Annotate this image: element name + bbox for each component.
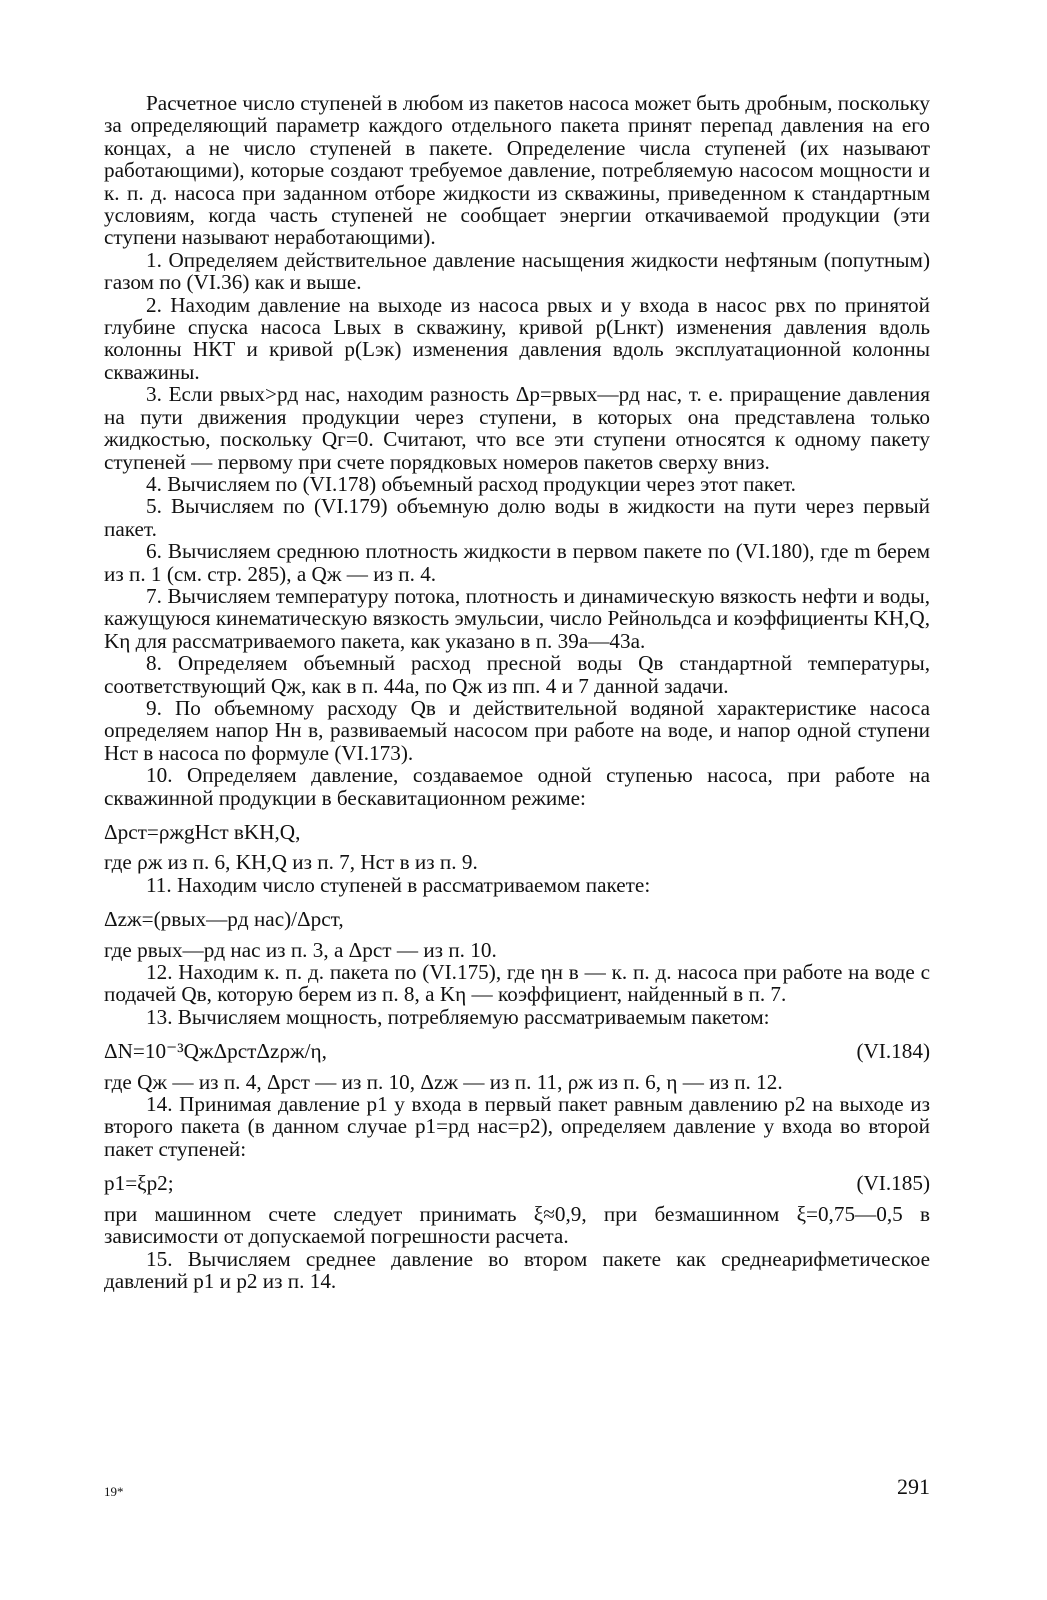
page-number: 291 [897,1474,930,1499]
formula-power-row [104,1040,930,1062]
step-12: 12. Находим к. п. д. пакета по (VI.175), где ηн в — к. п. д. насоса при работе на воде с подачей Qв, которую берем из п. 8, а Kη — коэффициент, найденный в п. 7. [104,960,930,1007]
formula-stage-count-where: где pвых—pд нас из п. 3, а Δpст — из п. 10. [104,937,497,962]
step-1: 1. Определяем действительное давление насыщения жидкости нефтяным (попутным) газом по (VI.36) как и выше. [104,247,930,295]
printer-signature: 19* [104,1484,124,1499]
formula-power-where: где Qж — из п. 4, Δpст — из п. 10, Δzж — из п. 11, ρж из п. 6, η — из п. 12. [104,1069,783,1094]
equation-number-184: (VI.184) [856,1039,930,1064]
intro-paragraph: Расчетное число ступеней в любом из пакетов насоса может быть дробным, поскольку за определяющий параметр каждого отдельного пакета принят перепад давления на его концах, а не число ступеней в пакете. Определение числа ступеней (их называют работающими), которые создают требуемое давление, потребляемую насосом мощности и к. п. д. насоса при заданном отборе жидкости из скважины, приведенном к стандартным условиям, когда часть ступеней не сообщает энергии откачиваемой продукции (эти ступени называют неработающими). [104,91,930,250]
step-4: 4. Вычисляем по (VI.178) объемный расход продукции через этот пакет. [146,471,796,496]
formula-inlet-pressure: p1=ξp2; [104,1171,174,1196]
step-9: 9. По объемному расходу Qв и действительной водяной характеристике насоса определяем напор Hн в, развиваемый насосом при работе на воде, и напор одной ступени Hст в насоса по формуле (VI.173). [104,695,930,765]
formula-pressure-where: где ρж из п. 6, KН,Q из п. 7, Hст в из п. 9. [104,850,478,875]
step-6: 6. Вычисляем среднюю плотность жидкости в первом пакете по (VI.180), где m берем из п. 1 (см. стр. 285), а Qж — из п. 4. [104,539,930,586]
step-3: 3. Если pвых>pд нас, находим разность Δp=pвых—pд нас, т. е. приращение давления на пути движения продукции через ступени, в которых она представлена только жидкостью, поскольку Qг=0. Считают, что все эти ступени относятся к одному пакету ступеней — первому при счете порядковых номеров пакетов сверху вниз. [104,382,930,474]
page-body [104,92,930,1292]
step-15: 15. Вычисляем среднее давление во втором пакете как среднеарифметическое давлений p1 и p2 из п. 14. [104,1246,930,1293]
equation-number-185: (VI.185) [856,1171,930,1196]
formula-inlet-pressure-note: при машинном счете следует принимать ξ≈0,9, при безмашинном ξ=0,75—0,5 в зависимости от допускаемой погрешности расчета. [104,1201,930,1249]
step-8: 8. Определяем объемный расход пресной воды Qв стандартной температуры, соответствующий Qж, как в п. 44а, по Qж из пп. 4 и 7 данной задачи. [104,651,930,698]
page-footer [104,1474,930,1508]
formula-stage-count: Δzж=(pвых—pд нас)/Δpст, [104,907,344,932]
step-11: 11. Находим число ступеней в рассматриваемом пакете: [146,872,651,897]
formula-pressure-per-stage: Δpст=ρжgHст вKН,Q, [104,820,301,844]
formula-inlet-pressure-row [104,1172,930,1194]
step-10: 10. Определяем давление, создаваемое одной ступенью насоса, при работе на скважинной продукции в бескавитационном режиме: [104,763,930,810]
step-7: 7. Вычисляем температуру потока, плотность и динамическую вязкость нефти и воды, кажущуюся кинематическую вязкость эмульсии, число Рейнольдса и коэффициенты KН,Q, Kη для рассматриваемого пакета, как указано в п. 39а—43а. [104,583,930,653]
step-5: 5. Вычисляем по (VI.179) объемную долю воды в жидкости на пути через первый пакет. [104,494,930,541]
step-2: 2. Находим давление на выходе из насоса pвых и у входа в насос pвх по принятой глубине спуска насоса Lвых в скважину, кривой p(Lнкт) изменения давления вдоль колонны НКТ и кривой p(Lэк) изменения давления вдоль эксплуатационной колонны скважины. [104,292,930,384]
step-13: 13. Вычисляем мощность, потребляемую рассматриваемым пакетом: [146,1004,770,1029]
step-14: 14. Принимая давление p1 у входа в первый пакет равным давлению p2 на выходе из второго пакета (в данном случае p1=pд нас=p2), определяем давление у входа во второй пакет ступеней: [104,1092,930,1161]
formula-power: ΔN=10⁻³QжΔpстΔzρж/η, [104,1039,327,1064]
